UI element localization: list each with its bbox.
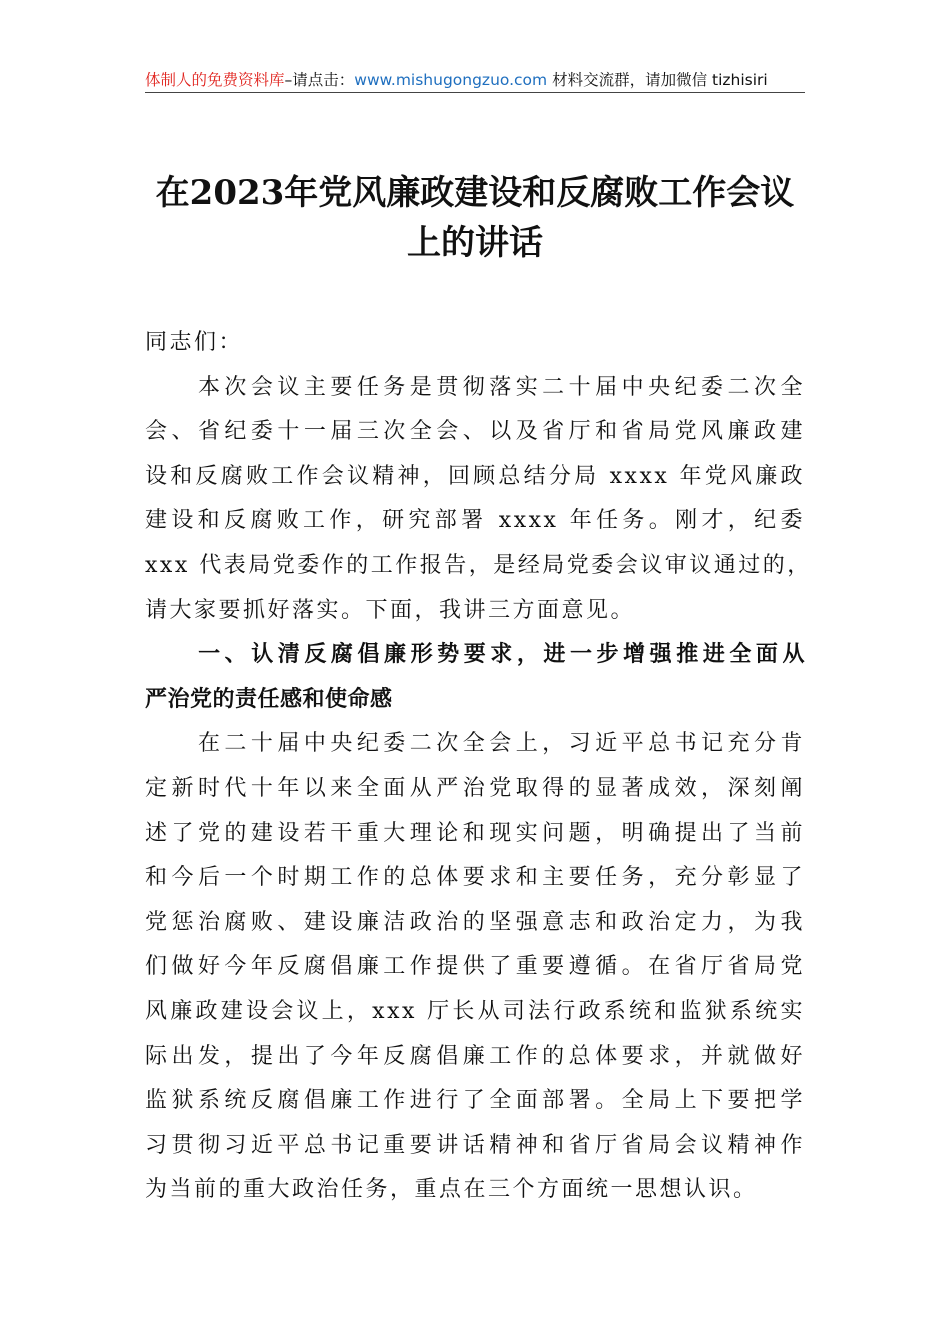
text-line: 定新时代十年以来全面从严治党取得的显著成效，深刻阐 bbox=[145, 775, 805, 801]
text-line: 为当前的重大政治任务，重点在三个方面统一思想认识。 bbox=[145, 1177, 758, 1203]
text-line: 会、省纪委十一届三次全会、以及省厅和省局党风廉政建 bbox=[145, 419, 805, 445]
text-line: 一、认清反腐倡廉形势要求，进一步增强推进全面从 bbox=[145, 642, 805, 668]
text-line: 本次会议主要任务是贯彻落实二十届中央纪委二次全 bbox=[145, 374, 805, 400]
text-line: 设和反腐败工作会议精神，回顾总结分局 xxxx 年党风廉政 bbox=[145, 463, 805, 489]
text-line: xxx 代表局党委作的工作报告，是经局党委会议审议通过的， bbox=[145, 552, 812, 578]
paragraph-1 bbox=[145, 722, 805, 1213]
text-line: 们做好今年反腐倡廉工作提供了重要遵循。在省厅省局党 bbox=[145, 954, 805, 980]
title-line-2: 上的讲话 bbox=[407, 223, 543, 263]
text-line: 习贯彻习近平总书记重要讲话精神和省厅省局会议精神作 bbox=[145, 1132, 805, 1158]
title-line-1: 在2023年党风廉政建设和反腐败工作会议 bbox=[155, 173, 795, 213]
salutation: 同志们： bbox=[145, 330, 244, 355]
document-header bbox=[145, 68, 805, 93]
text-line: 党惩治腐败、建设廉洁政治的坚强意志和政治定力，为我 bbox=[145, 909, 805, 935]
text-line: 严治党的责任感和使命感 bbox=[145, 686, 393, 712]
section-heading-1 bbox=[145, 633, 805, 722]
text-line: 风廉政建设会议上，xxx 厅长从司法行政系统和监狱系统实 bbox=[145, 998, 805, 1024]
text-line: 和今后一个时期工作的总体要求和主要任务，充分彰显了 bbox=[145, 865, 805, 891]
text-line: 际出发，提出了今年反腐倡廉工作的总体要求，并就做好 bbox=[145, 1043, 805, 1069]
text-line: 在二十届中央纪委二次全会上，习近平总书记充分肯 bbox=[145, 731, 805, 757]
text-line: 建设和反腐败工作，研究部署 xxxx 年任务。刚才，纪委 bbox=[145, 508, 805, 534]
paragraph-intro bbox=[145, 366, 812, 634]
text-line: 请大家要抓好落实。下面，我讲三方面意见。 bbox=[145, 597, 636, 623]
text-line: 述了党的建设若干重大理论和现实问题，明确提出了当前 bbox=[145, 820, 805, 846]
document-body bbox=[145, 321, 812, 1213]
prompt-text: –请点击： bbox=[284, 71, 355, 89]
document-title bbox=[120, 168, 830, 268]
header-suffix: 材料交流群，请加微信 tizhisiri bbox=[552, 71, 768, 89]
text-line: 监狱系统反腐倡廉工作进行了全面部署。全局上下要把学 bbox=[145, 1088, 805, 1114]
brand-text: 体制人的免费资料库 bbox=[145, 71, 285, 89]
website-link[interactable]: www.mishugongzuo.com bbox=[354, 71, 548, 89]
